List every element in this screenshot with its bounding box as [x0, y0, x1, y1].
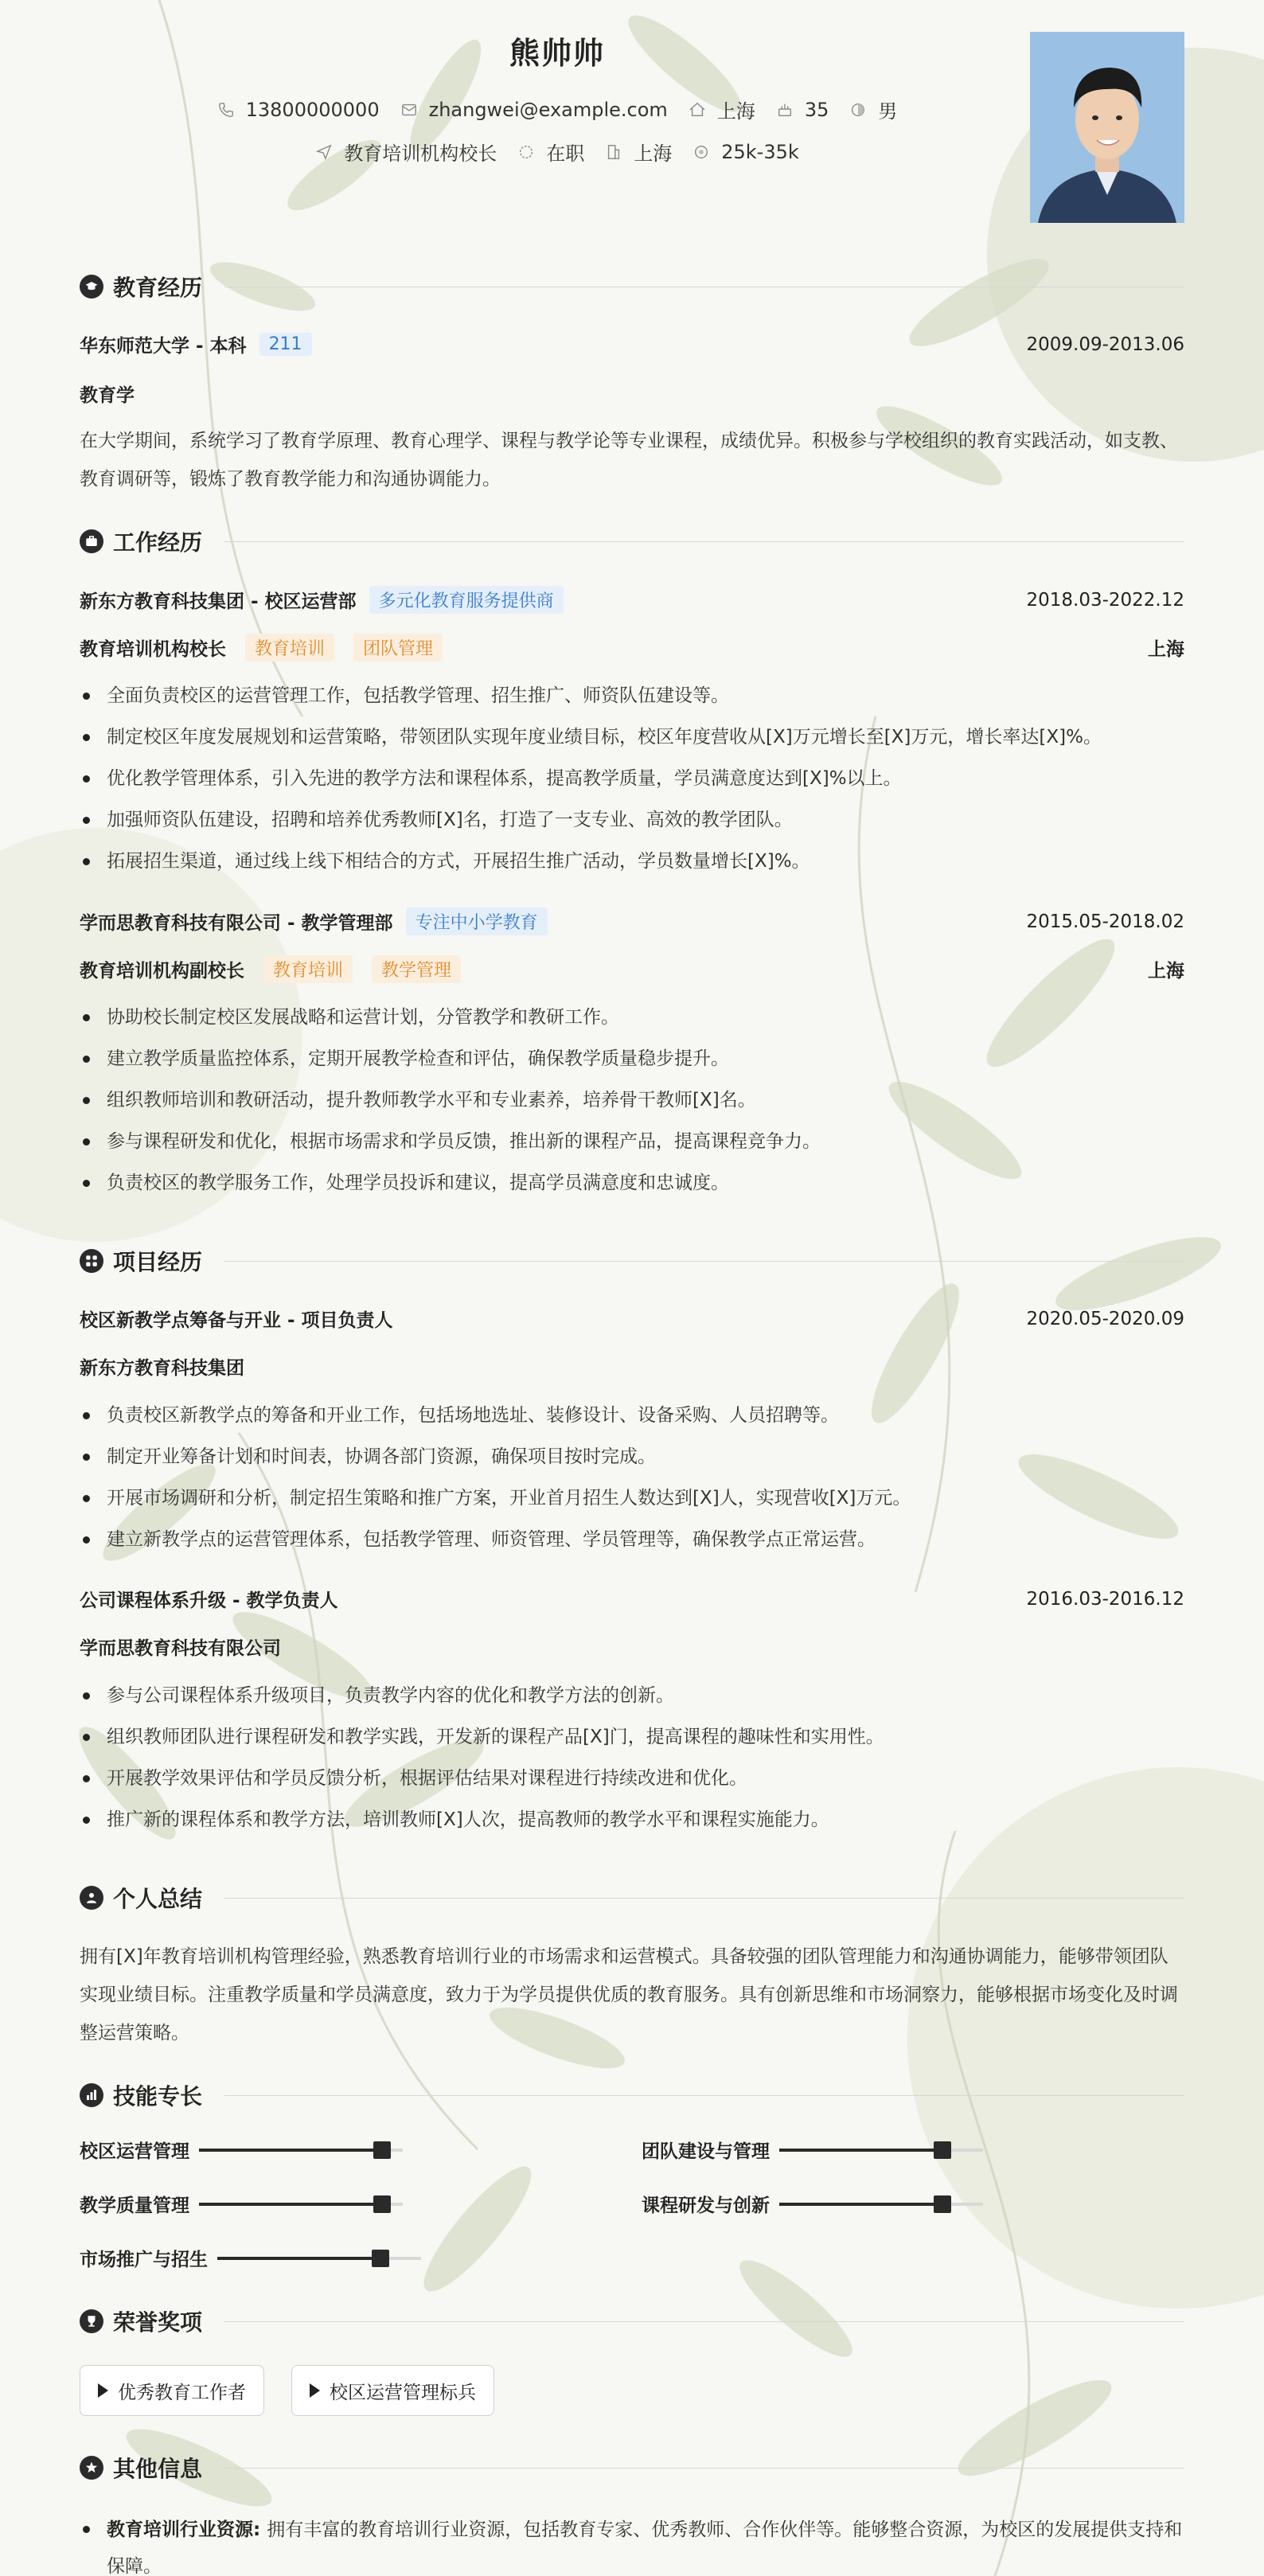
job-intent-row: [0, 138, 1114, 166]
divider: [224, 1261, 1184, 1262]
project-name: 校区新教学点筹备与开业 - 项目负责人: [80, 1310, 393, 1331]
summary-title: 个人总结: [113, 1886, 203, 1912]
school-tag: 211: [259, 333, 312, 356]
status-item: [517, 138, 584, 166]
company-name: 新东方教育科技集团 - 校区运营部: [80, 591, 357, 612]
avatar: [1030, 32, 1184, 223]
list-item: 组织教师团队进行课程研发和教学实践，开发新的课程产品[X]门，提高课程的趣味性和实用性。: [80, 1716, 1184, 1758]
skill-item: [80, 2191, 403, 2217]
city-text: 上海: [716, 100, 755, 123]
company-name: 学而思教育科技有限公司 - 教学管理部: [80, 913, 393, 934]
job-header-row: [80, 907, 1184, 935]
list-item: 制定开业筹备计划和时间表，协调各部门资源，确保项目按时完成。: [80, 1436, 1184, 1477]
gender-item: [849, 96, 897, 123]
skill-name: 教学质量管理: [80, 2195, 189, 2216]
home-icon: [689, 101, 706, 119]
job-city: 上海: [1148, 961, 1184, 982]
project-title: 项目经历: [113, 1249, 203, 1275]
target-position-item: [315, 138, 497, 166]
skills-title: 技能专长: [113, 2083, 203, 2110]
skill-tag: 教学管理: [372, 955, 461, 983]
project-org: 新东方教育科技集团: [80, 1358, 244, 1379]
job-period: 2018.03-2022.12: [1026, 589, 1184, 611]
list-item: 开展教学效果评估和学员反馈分析，根据评估结果对课程进行持续改进和优化。: [80, 1758, 1184, 1799]
summary-text: 拥有[X]年教育培训机构管理经验，熟悉教育培训行业的市场需求和运营模式。具备较强的团队管理能力和沟通协调能力，能够带领团队实现业绩目标。注重教学质量和学员满意度，致力于为学员提供优质的教育服务。具有创新思维和市场洞察力，能够根据市场变化及时调整运营策略。: [80, 1946, 1178, 2043]
skill-item: [80, 2137, 403, 2163]
skill-tag: 教育培训: [263, 955, 353, 983]
graduation-cap-icon: [80, 275, 103, 299]
project-section-title: [80, 1245, 1184, 1277]
divider: [224, 2095, 1184, 2096]
skill-name: 市场推广与招生: [80, 2250, 208, 2270]
list-item: 开展市场调研和分析，制定招生策略和推广方案，开业首月招生人数达到[X]人，实现营收[X]万元。: [80, 1477, 1184, 1519]
skill-knob: [934, 2141, 951, 2159]
list-item: 参与课程研发和优化，根据市场需求和学员反馈，推出新的课程产品，提高课程竞争力。: [80, 1121, 1184, 1162]
summary-section-title: [80, 1882, 1184, 1914]
major-row: [80, 381, 1184, 407]
project-duties-list: [80, 1675, 1184, 1840]
skill-tag: 团队管理: [353, 634, 443, 662]
play-icon: [310, 2383, 320, 2398]
skill-knob: [372, 2250, 389, 2267]
education-description: 在大学期间，系统学习了教育学原理、教育心理学、课程与教学论等专业课程，成绩优异。积极参与学校组织的教育实践活动，如支教、教育调研等，锻炼了教育教学能力和沟通协调能力。: [80, 431, 1178, 490]
candidate-name: 熊帅帅: [509, 36, 605, 71]
school-name: 华东师范大学 - 本科: [80, 336, 247, 357]
phone-icon: [217, 101, 235, 119]
list-item: 负责校区的教学服务工作，处理学员投诉和建议，提高学员满意度和忠诚度。: [80, 1162, 1184, 1204]
chart-icon: [80, 2083, 103, 2107]
job-duties-list: [80, 997, 1184, 1204]
other-section-title: [80, 2452, 1184, 2484]
project-header-row: [80, 1306, 1184, 1332]
skill-knob: [373, 2195, 391, 2213]
skill-item: [80, 2245, 421, 2271]
age-text: 35: [804, 98, 829, 121]
divider: [224, 2321, 1184, 2322]
skill-item: [642, 2191, 983, 2217]
age-item: [776, 99, 829, 121]
project-duties-list: [80, 1395, 1184, 1560]
email-item: [400, 99, 668, 121]
divider: [224, 541, 1184, 542]
project-name: 公司课程体系升级 - 教学负责人: [80, 1590, 338, 1611]
skill-bar: [199, 2149, 403, 2152]
award-badge: [291, 2365, 494, 2416]
phone-text: 13800000000: [245, 98, 380, 121]
list-item: 参与公司课程体系升级项目，负责教学内容的优化和教学方法的创新。: [80, 1675, 1184, 1716]
job-position-row: [80, 634, 1184, 662]
other-title: 其他信息: [113, 2456, 203, 2482]
skill-name: 课程研发与创新: [642, 2195, 770, 2216]
gender-text: 男: [878, 100, 898, 123]
user-icon: [80, 1886, 103, 1910]
awards-section-title: [80, 2305, 1184, 2337]
skill-tag: 教育培训: [245, 634, 334, 662]
briefcase-icon: [80, 529, 103, 553]
major-name: 教育学: [80, 385, 135, 406]
job-city: 上海: [1148, 639, 1184, 660]
skill-name: 校区运营管理: [80, 2141, 189, 2162]
target-city-item: [605, 138, 672, 166]
job-period: 2015.05-2018.02: [1026, 911, 1184, 932]
gender-icon: [849, 101, 867, 119]
status-icon: [517, 143, 535, 161]
other-info-text: 拥有丰富的教育培训行业资源，包括教育专家、优秀教师、合作伙伴等。能够整合资源，为校区的发展提供支持和保障。: [107, 2519, 1183, 2576]
star-icon: [80, 2456, 103, 2480]
project-org: 学而思教育科技有限公司: [80, 1638, 281, 1659]
project-org-row: [80, 1353, 1184, 1380]
divider: [224, 2468, 1184, 2469]
skill-item: [642, 2137, 983, 2163]
portrait-illustration: [1030, 32, 1184, 223]
education-section-title: [80, 271, 1184, 302]
play-icon: [98, 2383, 108, 2398]
list-item: 组织教师培训和教研活动，提升教师教学水平和专业素养，培养骨干教师[X]名。: [80, 1079, 1184, 1121]
list-item: 建立教学质量监控体系，定期开展教学检查和评估，确保教学质量稳步提升。: [80, 1038, 1184, 1079]
list-item: 推广新的课程体系和教学方法，培训教师[X]人次，提高教师的教学水平和课程实施能力。: [80, 1799, 1184, 1840]
target-city-text: 上海: [634, 142, 673, 165]
list-item: 制定校区年度发展规划和运营策略，带领团队实现年度业绩目标，校区年度营收从[X]万元增长至[X]万元，增长率达[X]%。: [80, 716, 1184, 758]
work-section-title: [80, 525, 1184, 557]
job-position: 教育培训机构副校长: [80, 961, 244, 982]
awards-title: 荣誉奖项: [113, 2309, 203, 2336]
city-item: [689, 96, 755, 123]
work-title: 工作经历: [113, 529, 203, 556]
education-title: 教育经历: [113, 275, 203, 301]
award-badge: [80, 2365, 264, 2416]
cake-icon: [776, 101, 794, 119]
education-period: 2009.09-2013.06: [1026, 334, 1184, 355]
other-info-item: [80, 2512, 1184, 2576]
list-item: 加强师资队伍建设，招聘和培养优秀教师[X]名，打造了一支专业、高效的教学团队。: [80, 799, 1184, 841]
building-icon: [605, 143, 622, 161]
divider: [224, 1898, 1184, 1899]
project-header-row: [80, 1586, 1184, 1612]
award-label: 优秀教育工作者: [118, 2382, 246, 2403]
list-item: 拓展招生渠道，通过线上线下相结合的方式，开展招生推广活动，学员数量增长[X]%。: [80, 841, 1184, 882]
list-item: 优化教学管理体系，引入先进的教学方法和课程体系，提高教学质量，学员满意度达到[X]%以上。: [80, 758, 1184, 799]
job-position: 教育培训机构校长: [80, 639, 226, 660]
skill-bar: [217, 2257, 421, 2260]
job-header-row: [80, 586, 1184, 614]
salary-item: [692, 141, 799, 163]
project-period: 2016.03-2016.12: [1026, 1588, 1184, 1610]
company-tag: 专注中小学教育: [406, 907, 548, 935]
send-icon: [315, 143, 333, 161]
coin-icon: [692, 143, 710, 161]
other-info-label: 教育培训行业资源:: [107, 2519, 261, 2540]
award-label: 校区运营管理标兵: [330, 2382, 476, 2403]
skill-knob: [934, 2195, 951, 2213]
skill-bar: [199, 2203, 403, 2206]
company-tag: 多元化教育服务提供商: [369, 586, 564, 614]
project-period: 2020.05-2020.09: [1026, 1308, 1184, 1329]
target-position-text: 教育培训机构校长: [344, 142, 497, 165]
mail-icon: [400, 101, 418, 119]
status-text: 在职: [546, 142, 585, 165]
email-text: zhangwei@example.com: [428, 98, 668, 121]
apps-icon: [80, 1249, 103, 1273]
job-position-row: [80, 955, 1184, 983]
trophy-icon: [80, 2309, 103, 2333]
skills-section-title: [80, 2079, 1184, 2111]
list-item: 负责校区新教学点的筹备和开业工作，包括场地选址、装修设计、设备采购、人员招聘等。: [80, 1395, 1184, 1436]
list-item: 全面负责校区的运营管理工作，包括教学管理、招生推广、师资队伍建设等。: [80, 675, 1184, 716]
skill-knob: [373, 2141, 391, 2159]
phone-item: [217, 99, 380, 121]
job-duties-list: [80, 675, 1184, 882]
skill-name: 团队建设与管理: [642, 2141, 770, 2162]
salary-text: 25k-35k: [721, 140, 799, 163]
skill-bar: [779, 2203, 983, 2206]
contact-row: [0, 96, 1114, 123]
project-org-row: [80, 1633, 1184, 1660]
list-item: 协助校长制定校区发展战略和运营计划，分管教学和教研工作。: [80, 997, 1184, 1038]
skill-bar: [779, 2149, 983, 2152]
education-header-row: [80, 331, 1184, 357]
list-item: 建立新教学点的运营管理体系，包括教学管理、师资管理、学员管理等，确保教学点正常运营。: [80, 1519, 1184, 1560]
